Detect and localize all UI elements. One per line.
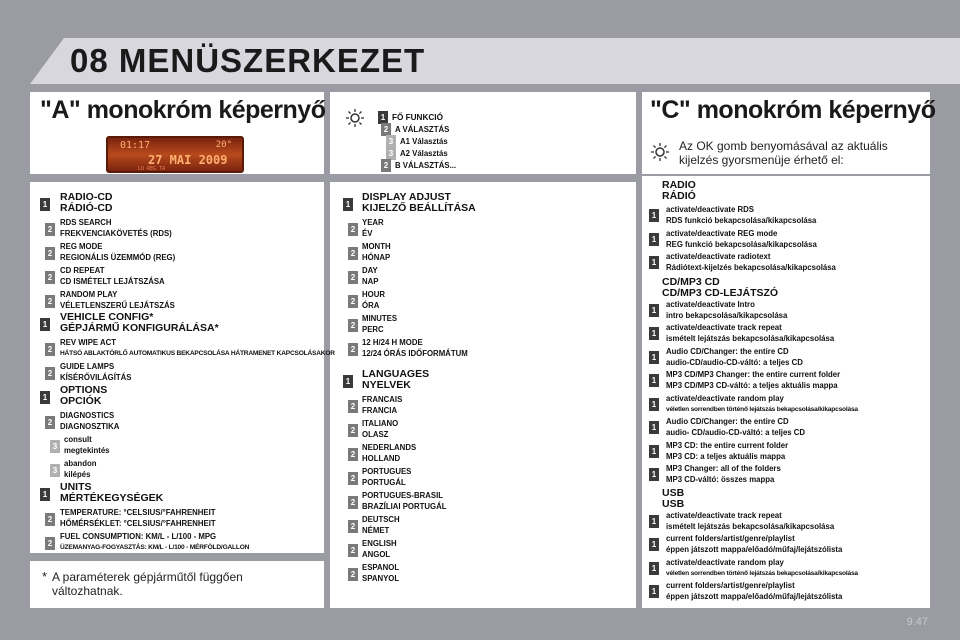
menu-b-item: HÓNAP xyxy=(362,253,391,262)
level-badge: 2 xyxy=(45,537,55,550)
level-badge: 2 xyxy=(348,568,358,581)
level-badge: 1 xyxy=(649,351,659,364)
menu-a-item: kilépés xyxy=(64,470,91,479)
menu-b-item: FRANCIA xyxy=(362,406,398,415)
menu-c-item: activate/deactivate track repeat xyxy=(666,323,782,332)
menu-b-item: PORTUGÁL xyxy=(362,478,406,487)
level-badge: 2 xyxy=(348,544,358,557)
menu-a-item: DIAGNOSTICS xyxy=(60,411,115,420)
level-badge: 1 xyxy=(649,209,659,222)
level-badge: 2 xyxy=(348,424,358,437)
level-badge: 1 xyxy=(40,391,50,404)
ok-button-icon xyxy=(650,142,670,162)
menu-c-item: MP3 CD/MP3 CD-váltó: a teljes aktuális mappa xyxy=(666,381,838,390)
level-badge: 2 xyxy=(348,247,358,260)
level-badge: 2 xyxy=(348,319,358,332)
menu-a-item: OPTIONS xyxy=(60,384,108,396)
menu-c-group-title: CD/MP3 CD-LEJÁTSZÓ xyxy=(662,286,779,299)
menu-c-item: ismételt lejátszás bekapcsolása/kikapcsolása xyxy=(666,334,835,343)
menu-a-item: ÜZEMANYAG-FOGYASZTÁS: KM/L - L/100 - MÉRFÖLD/GALLON xyxy=(60,544,250,551)
menu-b-item: ESPANOL xyxy=(362,563,400,572)
level-badge: 1 xyxy=(649,374,659,387)
menu-a-item: FREKVENCIAKÖVETÉS (RDS) xyxy=(60,229,172,238)
menu-a-item: REV WIPE ACT xyxy=(60,338,117,347)
level-badge: 1 xyxy=(343,375,353,388)
legend-label: A VÁLASZTÁS xyxy=(395,125,450,134)
level-badge: 2 xyxy=(45,367,55,380)
level-badge: 2 xyxy=(45,271,55,284)
menu-b-item: KIJELZŐ BEÁLLÍTÁSA xyxy=(362,202,476,214)
menu-a-item: UNITS xyxy=(60,481,92,493)
menu-b-item: MINUTES xyxy=(362,314,398,323)
level-badge: 3 xyxy=(386,147,396,160)
level-badge: 1 xyxy=(649,538,659,551)
menu-b-item: ÓRA xyxy=(362,301,380,310)
legend-panel xyxy=(330,92,636,174)
menu-a-item: DIAGNOSZTIKA xyxy=(60,422,120,431)
level-badge: 1 xyxy=(649,398,659,411)
footnote-line-2: változhatnak. xyxy=(52,584,123,598)
menu-b-item: NYELVEK xyxy=(362,379,411,391)
menu-c-item: Audio CD/Changer: the entire CD xyxy=(666,346,789,356)
level-badge: 2 xyxy=(45,295,55,308)
display-small-text: LU REG TA xyxy=(138,166,166,172)
menu-a-item: RADIO-CD xyxy=(60,191,113,203)
menu-c-item: éppen játszott mappa/előadó/műfaj/lejátszólista xyxy=(666,545,843,554)
footnote-line-1: A paraméterek gépjárműtől függően xyxy=(52,570,243,584)
menu-a-item: VEHICLE CONFIG* xyxy=(60,311,154,323)
menu-a-item: VÉLETLENSZERŰ LEJÁTSZÁS xyxy=(60,301,175,310)
menu-b-item: 12/24 ÓRÁS IDŐFORMÁTUM xyxy=(362,349,468,358)
menu-b-item: DISPLAY ADJUST xyxy=(362,191,451,203)
menu-c-group-title: USB xyxy=(662,486,685,499)
level-badge: 1 xyxy=(40,198,50,211)
level-badge: 1 xyxy=(40,318,50,331)
menu-c-item: activate/deactivate RDS xyxy=(666,205,754,214)
menu-c-item: activate/deactivate radiotext xyxy=(666,252,771,261)
menu-c-item: current folders/artist/genre/playlist xyxy=(666,581,795,590)
legend-label: A1 Választás xyxy=(400,137,448,146)
menu-c-item: MP3 CD: the entire current folder xyxy=(666,440,789,450)
menu-a-item: REGIONÁLIS ÜZEMMÓD (REG) xyxy=(60,253,176,262)
menu-c-item: current folders/artist/genre/playlist xyxy=(666,534,795,543)
level-badge: 2 xyxy=(348,343,358,356)
page-title: 08 MENÜSZERKEZET xyxy=(70,42,426,79)
menu-b-item: ENGLISH xyxy=(362,539,397,548)
menu-c-item: MP3 Changer: all of the folders xyxy=(666,464,781,473)
level-badge: 2 xyxy=(348,295,358,308)
level-badge: 1 xyxy=(378,111,388,124)
menu-b-item: PORTUGUES xyxy=(362,467,412,476)
menu-b-item: LANGUAGES xyxy=(362,368,430,380)
level-badge: 3 xyxy=(50,440,60,453)
menu-a-item: FUEL CONSUMPTION: KM/L - L/100 - MPG xyxy=(60,532,217,541)
section-a-title: "A" monokróm képernyő xyxy=(40,96,326,124)
level-badge: 2 xyxy=(45,416,55,429)
level-badge: 2 xyxy=(381,123,391,136)
legend-label: B VÁLASZTÁS... xyxy=(395,161,457,170)
c-intro-line-1: Az OK gomb benyomásával az aktuális xyxy=(679,139,888,153)
level-badge: 2 xyxy=(348,496,358,509)
menu-c-item: véletlen sorrendben történő lejátszás bekapcsolása/kikapcsolása xyxy=(666,569,858,577)
menu-a-item: RANDOM PLAY xyxy=(60,290,118,299)
ok-button-icon xyxy=(345,108,365,128)
level-badge: 1 xyxy=(649,468,659,481)
menu-b-item: HOUR xyxy=(362,290,385,299)
menu-b-item: SPANYOL xyxy=(362,574,400,583)
menu-c-item: MP3 CD-váltó: összes mappa xyxy=(666,475,775,484)
menu-a-item: MÉRTÉKEGYSÉGEK xyxy=(60,492,164,504)
level-badge: 1 xyxy=(649,585,659,598)
menu-c-group-title: USB xyxy=(662,497,685,510)
menu-a-item: HÁTSÓ ABLAKTÖRLŐ AUTOMATIKUS BEKAPCSOLÁSA HÁTRAMENET KAPCSOLÁSAKOR xyxy=(60,350,335,357)
menu-c-item: REG funkció bekapcsolása/kikapcsolása xyxy=(666,239,817,249)
level-badge: 2 xyxy=(348,520,358,533)
menu-c-item: activate/deactivate random play xyxy=(666,393,784,403)
menu-a-item: abandon xyxy=(64,459,97,468)
menu-a-item: megtekintés xyxy=(64,446,110,455)
menu-b-item: ÉV xyxy=(362,229,373,238)
level-badge: 1 xyxy=(40,488,50,501)
menu-a-item: OPCIÓK xyxy=(60,395,102,407)
footnote-star: * xyxy=(42,569,48,584)
menu-a-item: GUIDE LAMPS xyxy=(60,362,115,371)
menu-b-item: HOLLAND xyxy=(362,454,401,463)
level-badge: 2 xyxy=(45,223,55,236)
menu-b-item: YEAR xyxy=(362,218,384,227)
menu-a-item: KÍSÉRŐVILÁGÍTÁS xyxy=(60,373,132,382)
level-badge: 1 xyxy=(649,233,659,246)
menu-c-group-title: RADIO xyxy=(662,179,696,191)
menu-b-item: NÉMET xyxy=(362,526,390,535)
level-badge: 1 xyxy=(343,198,353,211)
menu-b-item: 12 H/24 H MODE xyxy=(362,338,423,347)
level-badge: 2 xyxy=(45,247,55,260)
level-badge: 3 xyxy=(386,135,396,148)
menu-b-item: FRANCAIS xyxy=(362,395,403,404)
menu-b-item: MONTH xyxy=(362,242,391,251)
level-badge: 1 xyxy=(649,304,659,317)
menu-b-item: NAP xyxy=(362,277,379,286)
level-badge: 2 xyxy=(381,159,391,172)
display-temp: 20° xyxy=(215,140,232,150)
level-badge: 1 xyxy=(649,562,659,575)
level-badge: 2 xyxy=(348,271,358,284)
menu-b-item: ITALIANO xyxy=(362,419,399,428)
c-intro-line-2: kijelzés gyorsmenüje érhető el: xyxy=(679,153,844,167)
menu-c-item: véletlen sorrendben történő lejátszás bekapcsolása/kikapcsolása xyxy=(666,405,858,413)
menu-b-item: DAY xyxy=(362,266,378,275)
menu-a-item: CD REPEAT xyxy=(60,266,105,275)
legend-label: FŐ FUNKCIÓ xyxy=(392,113,443,122)
menu-a-item: CD ISMÉTELT LEJÁTSZÁSA xyxy=(60,277,165,286)
menu-c-item: activate/deactivate REG mode xyxy=(666,228,778,238)
level-badge: 2 xyxy=(348,223,358,236)
menu-b-item: ANGOL xyxy=(362,550,391,559)
monochrome-display xyxy=(106,136,244,173)
menu-c-item: audio- CD/audio-CD-váltó: a teljes CD xyxy=(666,428,806,437)
level-badge: 2 xyxy=(348,448,358,461)
menu-a-item: TEMPERATURE: °CELSIUS/°FAHRENHEIT xyxy=(60,508,216,517)
menu-c-item: RDS funkció bekapcsolása/kikapcsolása xyxy=(666,216,817,225)
menu-a-item: REG MODE xyxy=(60,242,103,251)
menu-b-item: DEUTSCH xyxy=(362,515,400,524)
menu-a-item: RÁDIÓ-CD xyxy=(60,202,113,214)
level-badge: 2 xyxy=(45,513,55,526)
menu-c-item: éppen játszott mappa/előadó/műfaj/lejátszólista xyxy=(666,592,843,601)
level-badge: 1 xyxy=(649,256,659,269)
menu-c-item: Audio CD/Changer: the entire CD xyxy=(666,417,789,426)
level-badge: 1 xyxy=(649,515,659,528)
section-c-title: "C" monokróm képernyő xyxy=(650,96,936,124)
level-badge: 3 xyxy=(50,464,60,477)
level-badge: 1 xyxy=(649,445,659,458)
menu-a-item: consult xyxy=(64,435,92,444)
menu-a-item: GÉPJÁRMŰ KONFIGURÁLÁSA* xyxy=(60,322,219,334)
menu-c-item: intro bekapcsolása/kikapcsolása xyxy=(666,310,788,320)
menu-c-item: MP3 CD: a teljes aktuális mappa xyxy=(666,451,786,461)
menu-c-item: MP3 CD/MP3 Changer: the entire current folder xyxy=(666,370,841,379)
menu-a-item: RDS SEARCH xyxy=(60,218,112,227)
level-badge: 1 xyxy=(649,421,659,434)
menu-c-item: Rádiótext-kijelzés bekapcsolása/kikapcsolása xyxy=(666,263,836,272)
level-badge: 1 xyxy=(649,327,659,340)
menu-b-item: NEDERLANDS xyxy=(362,443,417,452)
menu-b-item: BRAZÍLIAI PORTUGÁL xyxy=(362,502,447,511)
level-badge: 2 xyxy=(45,343,55,356)
menu-c-item: activate/deactivate Intro xyxy=(666,299,755,309)
display-date: 27 MAI 2009 xyxy=(148,153,228,167)
menu-c-group-title: RÁDIÓ xyxy=(662,190,696,202)
menu-c-item: activate/deactivate random play xyxy=(666,557,784,567)
menu-c-item: activate/deactivate track repeat xyxy=(666,510,782,520)
menu-b-item: PORTUGUES-BRASIL xyxy=(362,491,444,500)
menu-a-item: HŐMÉRSÉKLET: °CELSIUS/°FAHRENHEIT xyxy=(60,519,216,528)
menu-c-item: audio-CD/audio-CD-váltó: a teljes CD xyxy=(666,357,803,367)
menu-c-group-title: CD/MP3 CD xyxy=(662,275,720,288)
menu-b-item: PERC xyxy=(362,325,384,334)
menu-b-item: OLASZ xyxy=(362,430,389,439)
menu-c-item: ismételt lejátszás bekapcsolása/kikapcsolása xyxy=(666,521,835,531)
level-badge: 2 xyxy=(348,472,358,485)
page-number: 9.47 xyxy=(906,616,928,628)
legend-label: A2 Választás xyxy=(400,149,448,158)
display-time: 01:17 xyxy=(120,140,151,151)
level-badge: 2 xyxy=(348,400,358,413)
